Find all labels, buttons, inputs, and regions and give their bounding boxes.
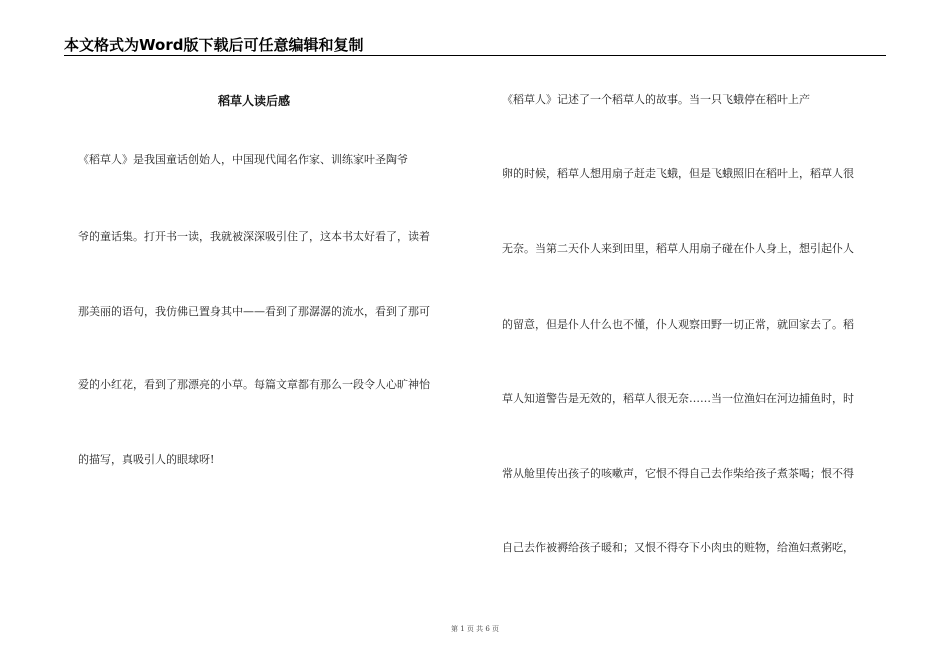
left-paragraph-line: 爱的小红花，看到了那漂亮的小草。每篇文章都有那么一段令人心旷神怡 xyxy=(78,378,430,391)
header-divider xyxy=(64,55,886,56)
page-number-label: 第 1 页 共 6 页 xyxy=(450,625,500,633)
header-text: 本文格式为Word版下载后可任意编辑和复制 xyxy=(64,36,364,54)
right-paragraph-line: 卵的时候，稻草人想用扇子赶走飞蛾，但是飞蛾照旧在稻叶上，稻草人很 xyxy=(502,167,854,180)
article-title: 稻草人读后感 xyxy=(218,94,291,108)
left-paragraph-line: 爷的童话集。打开书一读，我就被深深吸引住了，这本书太好看了，读着 xyxy=(78,230,430,243)
right-paragraph-line: 草人知道警告是无效的，稻草人很无奈……当一位渔妇在河边捕鱼时，时 xyxy=(502,392,854,405)
right-paragraph-line: 《稻草人》记述了一个稻草人的故事。当一只飞蛾停在稻叶上产 xyxy=(502,93,810,106)
right-paragraph-line: 自己去作被褥给孩子暖和；又恨不得夺下小肉虫的赃物，给渔妇煮粥吃， xyxy=(502,541,854,554)
left-paragraph-line: 那美丽的语句，我仿佛已置身其中——看到了那潺潺的流水，看到了那可 xyxy=(78,305,430,318)
left-paragraph-line: 《稻草人》是我国童话创始人，中国现代闻名作家、训练家叶圣陶爷 xyxy=(78,153,408,166)
left-paragraph-line: 的描写，真吸引人的眼球呀! xyxy=(78,453,215,466)
right-paragraph-line: 的留意，但是仆人什么也不懂，仆人观察田野一切正常，就回家去了。稻 xyxy=(502,318,854,331)
page-header xyxy=(64,34,886,54)
right-paragraph-line: 无奈。当第二天仆人来到田里，稻草人用扇子碰在仆人身上，想引起仆人 xyxy=(502,242,854,255)
right-paragraph-line: 常从舱里传出孩子的咳嗽声，它恨不得自己去作柴给孩子煮茶喝；恨不得 xyxy=(502,467,854,480)
page-footer xyxy=(0,624,950,634)
